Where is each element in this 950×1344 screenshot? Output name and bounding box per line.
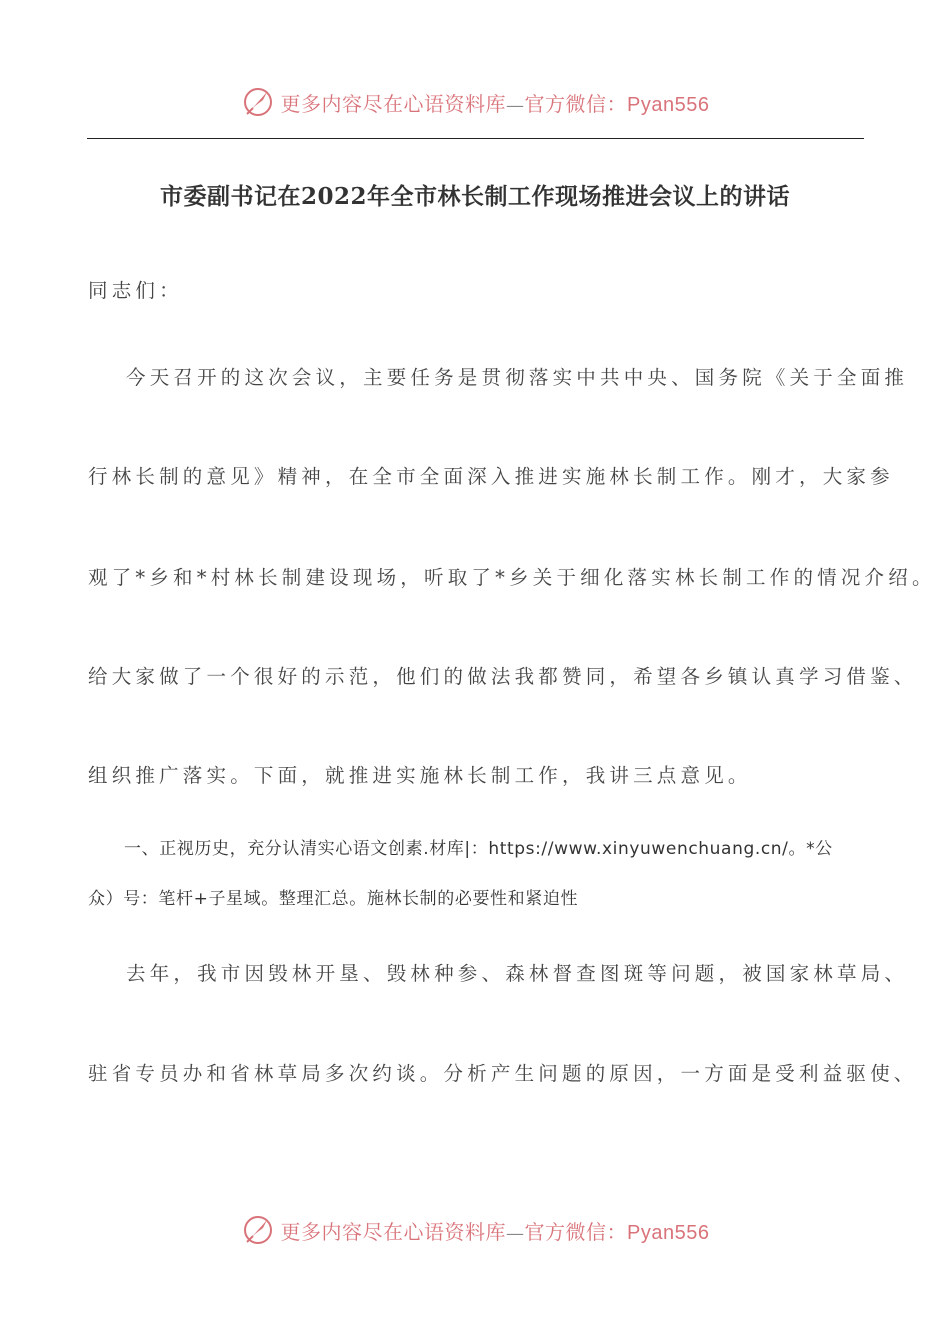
footer-banner-contact-id: Pyan556 bbox=[627, 1221, 710, 1244]
document-title: 市委副书记在2022年全市林长制工作现场推进会议上的讲话 bbox=[159, 183, 790, 210]
header-banner-text bbox=[281, 88, 710, 117]
header-banner bbox=[0, 82, 950, 122]
paragraph-line: 去年，我市因毁林开垦、毁林种参、森林督查图斑等问题，被国家林草局、 bbox=[126, 962, 909, 985]
paragraph-line: 组织推广落实。下面，就推进实施林长制工作，我讲三点意见。 bbox=[88, 764, 752, 787]
paragraph-line: 今天召开的这次会议，主要任务是贯彻落实中共中央、国务院《关于全面推 bbox=[126, 366, 909, 389]
section-heading-line: 一、正视历史，充分认清实心语文创素.材库|：https://www.xinyuwenchuang.cn/。*公 bbox=[124, 839, 833, 859]
paragraph-line: 给大家做了一个很好的示范，他们的做法我都赞同，希望各乡镇认真学习借鉴、 bbox=[88, 665, 918, 688]
header-banner-separator: — bbox=[506, 94, 525, 116]
header-rule bbox=[87, 138, 864, 139]
footer-banner-text bbox=[281, 1216, 710, 1245]
section-heading-line: 众）号：笔杆+子星域。整理汇总。施林长制的必要性和紧迫性 bbox=[88, 889, 579, 909]
footer-banner-contact-label: 官方微信： bbox=[524, 1219, 628, 1244]
quill-logo-icon bbox=[241, 85, 275, 119]
paragraph-line: 驻省专员办和省林草局多次约谈。分析产生问题的原因，一方面是受利益驱使、 bbox=[88, 1062, 918, 1085]
quill-logo-icon bbox=[241, 1213, 275, 1247]
footer-banner-title: 更多内容尽在心语资料库 bbox=[280, 1219, 507, 1244]
header-banner-title: 更多内容尽在心语资料库 bbox=[280, 91, 507, 116]
footer-banner bbox=[0, 1210, 950, 1250]
header-banner-contact-label: 官方微信： bbox=[524, 91, 628, 116]
header-banner-contact-id: Pyan556 bbox=[627, 93, 710, 116]
salutation: 同志们： bbox=[88, 279, 183, 302]
paragraph-line: 行林长制的意见》精神，在全市全面深入推进实施林长制工作。刚才，大家参 bbox=[88, 465, 894, 488]
footer-banner-separator: — bbox=[506, 1222, 525, 1244]
paragraph-line: 观了*乡和*村林长制建设现场，听取了*乡关于细化落实林长制工作的情况介绍。 bbox=[88, 566, 936, 589]
